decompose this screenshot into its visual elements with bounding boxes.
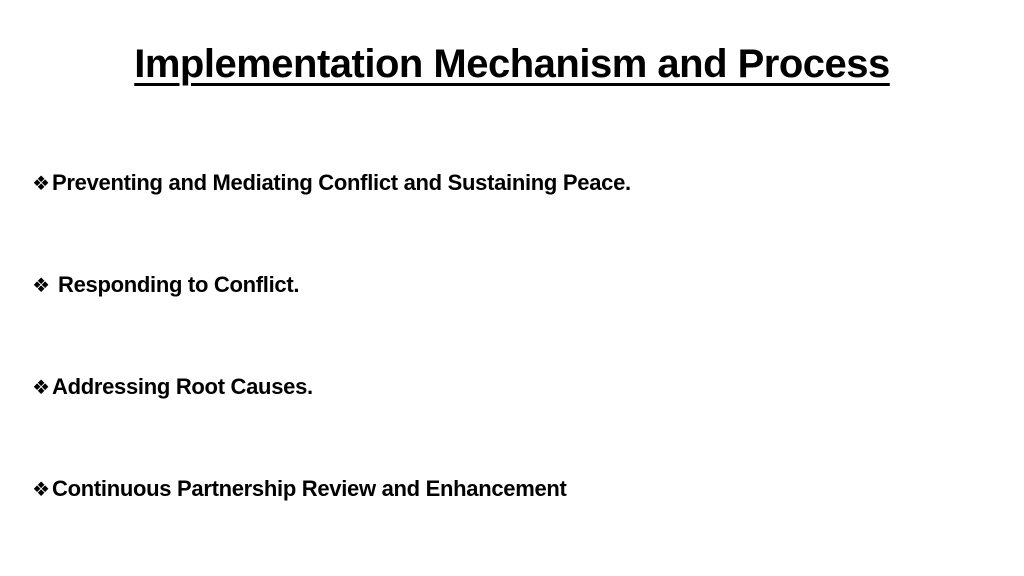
bullet-text: Preventing and Mediating Conflict and Sustaining Peace.	[52, 170, 631, 195]
bullet-item	[30, 270, 299, 300]
bullet-item	[30, 372, 313, 402]
bullet-text: Addressing Root Causes.	[52, 374, 313, 399]
bullet-text: Responding to Conflict.	[58, 272, 300, 297]
bullet-item	[30, 474, 567, 504]
slide-title	[0, 38, 1024, 90]
slide-title-text: Implementation Mechanism and Process	[134, 42, 890, 86]
diamond-bullet-icon: ❖	[32, 477, 50, 501]
diamond-bullet-icon: ❖	[32, 171, 50, 195]
bullet-item	[30, 168, 631, 198]
diamond-bullet-icon: ❖	[32, 273, 50, 297]
diamond-bullet-icon: ❖	[32, 375, 50, 399]
bullet-text: Continuous Partnership Review and Enhancement	[52, 476, 567, 501]
